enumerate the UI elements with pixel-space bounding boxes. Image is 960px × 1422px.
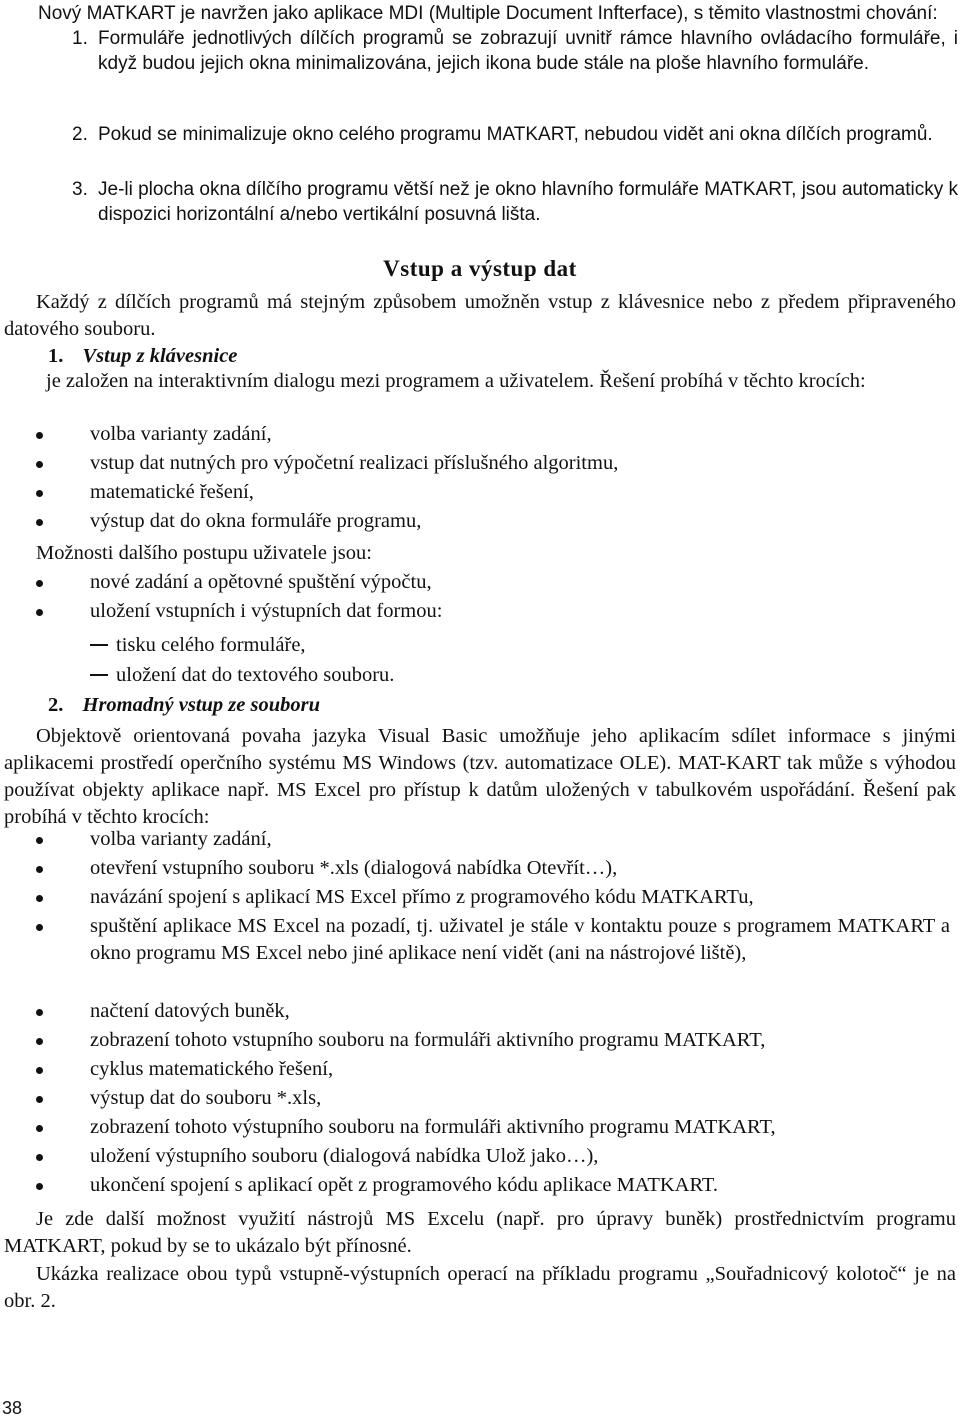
bullet-icon: [36, 1067, 43, 1074]
mdi-item-number: 3.: [72, 179, 88, 200]
mdi-item-text: Pokud se minimalizuje okno celého programu MATKART, nebudou vidět ani okna dílčích programů.: [98, 124, 933, 145]
list-item-text: načtení datových buněk,: [90, 1000, 290, 1022]
options-label: Možnosti dalšího postupu uživatele jsou:: [36, 542, 372, 564]
page-number: 38: [2, 1398, 23, 1418]
bullet-icon: [36, 580, 43, 587]
mdi-item-3: [72, 177, 958, 227]
mdi-item-text: Je-li plocha okna dílčího programu větší než je okno hlavního formuláře MATKART, jsou automaticky k dispozici horizontální a/nebo vertikální posuvná lišta.: [98, 179, 958, 225]
list-item-text: vstup dat nutných pro výpočetní realizaci příslušného algoritmu,: [90, 452, 619, 474]
subsection-1-heading: [48, 343, 237, 370]
closing-paragraph-2: Ukázka realizace obou typů vstupně-výstupních operací na příkladu programu „Souřadnicový kolotoč“ je na obr. 2.: [4, 1263, 956, 1312]
closing-paragraph-1: Je zde další možnost využití nástrojů MS Excelu (např. pro úpravy buněk) prostřednictvím programu MATKART, pokud by se to ukázalo být přínosné.: [4, 1208, 956, 1257]
list-item-text: navázání spojení s aplikací MS Excel přímo z programového kódu MATKARTu,: [90, 886, 754, 908]
list-item-text: ukončení spojení s aplikací opět z programového kódu aplikace MATKART.: [90, 1174, 719, 1196]
list-item-text: zobrazení tohoto výstupního souboru na formuláři aktivního programu MATKART,: [90, 1116, 776, 1138]
mdi-item-1: [72, 26, 958, 76]
list-item-text: matematické řešení,: [90, 481, 254, 503]
bullet-icon: [36, 866, 43, 873]
list-item-text: výstup dat do okna formuláře programu,: [90, 510, 422, 532]
bullet-icon: [36, 924, 43, 931]
bullet-icon: [36, 609, 43, 616]
subsection-2-heading: [48, 692, 320, 719]
subsection-title: Hromadný vstup ze souboru: [82, 694, 321, 716]
bullet-icon: [36, 1009, 43, 1016]
list-item-text: volba varianty zadání,: [90, 423, 272, 445]
intro-paragraph: Nový MATKART je navržen jako aplikace MDI (Multiple Document Infterface), s těmito vlastnostmi chování:: [38, 3, 938, 24]
list-item-text: uložení výstupního souboru (dialogová nabídka Ulož jako…),: [90, 1145, 599, 1167]
list-item-text: otevření vstupního souboru *.xls (dialogová nabídka Otevřít…),: [90, 857, 618, 879]
list-item-text: volba varianty zadání,: [90, 828, 272, 850]
list-item-text: cyklus matematického řešení,: [90, 1058, 334, 1080]
bullet-icon: [36, 432, 43, 439]
subsection-number: 1.: [48, 345, 64, 367]
sub-list-item-text: uložení dat do textového souboru.: [116, 664, 395, 686]
section-title: Vstup a výstup dat: [383, 256, 577, 281]
list-item-text: spuštění aplikace MS Excel na pozadí, tj. uživatel je stále v kontaktu pouze s programem MATKART a okno programu MS Excel nebo jiné aplikace není vidět (ani na nástrojové liště),: [90, 915, 950, 964]
dash-icon: [90, 674, 108, 676]
subsection-title: Vstup z klávesnice: [82, 345, 238, 367]
mdi-item-number: 1.: [72, 28, 88, 49]
subsection-2-desc: Objektově orientovaná povaha jazyka Visual Basic umožňuje jeho aplikacím sdílet informace s jinými aplikacemi prostředí operčního systému MS Windows (tzv. automatizace OLE). MAT-KART tak může s výhodou používat objekty aplikace např. MS Excel pro přístup k datům uložených v tabulkovém uspořádání. Řešení pak probíhá v těchto krocích:: [4, 725, 956, 828]
bullet-icon: [36, 1125, 43, 1132]
bullet-icon: [36, 490, 43, 497]
mdi-item-2: [72, 122, 958, 147]
bullet-icon: [36, 461, 43, 468]
dash-icon: [90, 644, 108, 646]
section-intro: Každý z dílčích programů má stejným způsobem umožněn vstup z klávesnice nebo z předem připraveného datového souboru.: [4, 291, 956, 340]
mdi-item-text: Formuláře jednotlivých dílčích programů se zobrazují uvnitř rámce hlavního ovládacího formuláře, i když budou jejich okna minimalizována, jejich ikona bude stále na ploše hlavního formuláře.: [98, 28, 958, 74]
sub-list-item: [90, 632, 306, 659]
list-item-text: zobrazení tohoto vstupního souboru na formuláři aktivního programu MATKART,: [90, 1029, 766, 1051]
bullet-icon: [36, 1154, 43, 1161]
list-item-text: nové zadání a opětovné spuštění výpočtu,: [90, 571, 432, 593]
bullet-icon: [36, 837, 43, 844]
sub-list-item: [90, 662, 394, 689]
list-item-text: výstup dat do souboru *.xls,: [90, 1087, 322, 1109]
subsection-1-desc: je založen na interaktivním dialogu mezi programem a uživatelem. Řešení probíhá v těchto krocích:: [46, 370, 866, 392]
bullet-icon: [36, 1183, 43, 1190]
bullet-icon: [36, 895, 43, 902]
list-item-text: uložení vstupních i výstupních dat formou:: [90, 600, 443, 622]
bullet-icon: [36, 519, 43, 526]
bullet-icon: [36, 1096, 43, 1103]
bullet-icon: [36, 1038, 43, 1045]
mdi-item-number: 2.: [72, 124, 88, 145]
sub-list-item-text: tisku celého formuláře,: [116, 634, 306, 656]
subsection-number: 2.: [48, 694, 64, 716]
